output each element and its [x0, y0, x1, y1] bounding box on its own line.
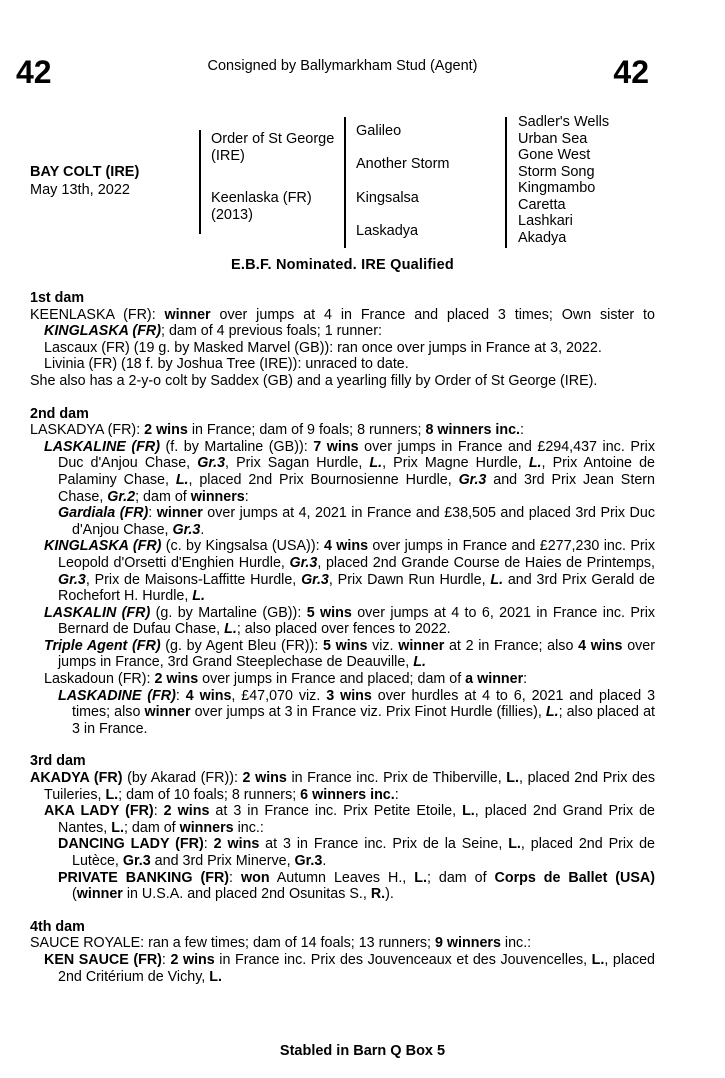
pedigree-entry [30, 422, 655, 439]
pedigree-entry [44, 340, 655, 357]
entry-emphasis: Gr.3 [58, 571, 86, 588]
pedigree-entry [44, 356, 655, 373]
entry-emphasis: R. [370, 886, 386, 903]
entry-emphasis: 2 wins [213, 836, 260, 853]
pedigree-gen3-list [518, 114, 609, 246]
section-gap [30, 737, 655, 753]
entry-text: , placed 2nd Grande Course de Haies de Printemps, [317, 554, 656, 571]
pedigree-gen3-1: Urban Sea [518, 130, 588, 147]
pedigree-gen3-2: Gone West [518, 147, 591, 163]
entry-text: ( [72, 886, 77, 903]
entry-emphasis: AKADYA (FR) [30, 770, 123, 787]
pedigree-bracket-1 [199, 130, 201, 234]
entry-text: in France; dam of 9 foals; 8 runners; [187, 422, 426, 439]
entry-emphasis: Gr.3 [301, 571, 329, 588]
lot-number-left: 42 [16, 54, 52, 90]
entry-emphasis: LASKALINE (FR) [44, 438, 160, 455]
pedigree-gen3-6: Lashkari [518, 213, 573, 229]
entry-text: , placed 2nd Prix de Lutèce, [72, 836, 655, 869]
entry-text: , Prix Sagan Hurdle, [225, 455, 370, 472]
entry-emphasis: 8 winners inc. [425, 422, 521, 439]
entry-text: inc.: [500, 935, 532, 952]
entry-emphasis: 5 wins [322, 637, 368, 654]
lot-number-right: 42 [613, 54, 649, 90]
entry-text: in France inc. Prix des Jouvenceaux et des Jouvencelles, [214, 951, 592, 968]
catalogue-body [30, 290, 655, 985]
entry-text: : [523, 671, 528, 688]
entry-emphasis: 9 winners [435, 935, 501, 952]
entry-text: over jumps in France and £294,437 inc. Prix Duc d'Anjou Chase, [58, 438, 655, 472]
entry-emphasis: winner [156, 505, 203, 522]
entry-text: SAUCE ROYALE: ran a few times; dam of 14 foals; 13 runners; [30, 935, 435, 952]
pedigree-bracket-2 [344, 117, 346, 248]
pedigree-gen2-1: Another Storm [356, 156, 450, 172]
entry-emphasis: 4 wins [185, 687, 232, 704]
entry-emphasis: 2 wins [154, 671, 199, 688]
entry-text: : [161, 951, 171, 968]
ebf-qualification: E.B.F. Nominated. IRE Qualified [231, 257, 454, 273]
pedigree-dam: Keenlaska (FR) (2013) [211, 190, 312, 223]
entry-text: , Prix Magne Hurdle, [382, 455, 529, 472]
entry-text: , placed 2nd Prix Bournosienne Hurdle, [188, 471, 459, 488]
entry-text: , placed 2nd Critérium de Vichy, [58, 951, 655, 985]
entry-emphasis: L. [508, 836, 521, 853]
entry-emphasis: 3 wins [326, 687, 372, 704]
entry-text: , placed 2nd Grand Prix de Nantes, [58, 803, 655, 836]
entry-emphasis: winner [398, 637, 445, 654]
pedigree-entry [30, 770, 655, 803]
entry-text: , Prix Dawn Run Hurdle, [328, 571, 491, 588]
section-heading: 4th dam [30, 918, 85, 935]
entry-emphasis: winners [190, 488, 245, 505]
entry-text: inc.: [233, 819, 264, 836]
pedigree-entry [58, 688, 655, 738]
entry-text: over jumps in France and £277,230 inc. Prix Leopold d'Orsetti d'Enghien Hurdle, [58, 538, 655, 571]
entry-text: over jumps in France and placed; dam of [198, 671, 466, 688]
entry-emphasis: KINGLASKA (FR) [44, 538, 162, 555]
entry-text: at 2 in France; also [444, 637, 579, 654]
pedigree-gen3-5: Caretta [518, 196, 566, 213]
entry-emphasis: L. [414, 869, 427, 886]
entry-text: Lascaux (FR) (19 g. by Masked Marvel (GB)): ran once over jumps in France at 3, 2022. [44, 339, 602, 356]
stabling-note: Stabled in Barn Q Box 5 [279, 1043, 446, 1059]
entry-emphasis: winner [144, 704, 191, 721]
entry-text: over jumps in France, 3rd Grand Steeplechase de Deauville, [58, 637, 656, 671]
entry-text: over jumps at 3 in France viz. Prix Finot Hurdle (fillies), [190, 704, 546, 721]
entry-text: (g. by Agent Bleu (FR)): [160, 637, 323, 654]
entry-text: Laskadoun (FR): [44, 671, 155, 688]
section-heading: 2nd dam [30, 405, 89, 422]
pedigree-entry [44, 605, 655, 638]
pedigree-entry [44, 439, 655, 505]
pedigree-gen2-3: Laskadya [356, 223, 419, 239]
entry-text: ; also placed over fences to 2022. [236, 621, 451, 638]
entry-emphasis: Gr.3 [122, 853, 151, 869]
entry-emphasis: winner [164, 306, 211, 323]
entry-text: : [203, 836, 214, 853]
pedigree-entry [30, 373, 655, 390]
entry-emphasis: L. [369, 455, 383, 472]
entry-emphasis: Gr.3 [172, 521, 201, 538]
entry-text: ). [385, 886, 394, 903]
entry-text: KEENLASKA (FR): [30, 306, 165, 323]
section-heading: 3rd dam [30, 753, 86, 770]
entry-text: (c. by Kingsalsa (USA)): [161, 538, 324, 555]
entry-text: : [175, 687, 186, 704]
pedigree-gen3-0: Sadler's Wells [518, 114, 610, 130]
pedigree-entry [44, 538, 655, 604]
entry-emphasis: 2 wins [163, 803, 210, 820]
entry-text: over jumps at 4 in France and placed 3 times; Own sister to [210, 306, 655, 323]
entry-emphasis: 2 wins [242, 770, 287, 787]
entry-emphasis: 4 wins [578, 637, 623, 654]
section-gap [30, 390, 655, 406]
entry-text: Autumn Leaves H., [269, 869, 415, 886]
entry-text: . [200, 521, 205, 538]
entry-emphasis: L. [528, 455, 542, 472]
horse-name: BAY COLT (IRE) [30, 164, 140, 180]
entry-text: : [244, 488, 249, 505]
entry-text: (f. by Martaline (GB)): [159, 438, 314, 455]
entry-emphasis: a winner [465, 671, 524, 688]
pedigree-gen3-3: Storm Song [518, 163, 595, 180]
entry-text: and 3rd Prix Jean Stern Chase, [58, 471, 655, 505]
entry-text: ; dam of [426, 869, 495, 886]
entry-text: ; dam of [135, 488, 191, 505]
entry-text: : [148, 505, 157, 522]
entry-emphasis: AKA LADY (FR) [44, 803, 154, 820]
pedigree-gen3-4: Kingmambo [518, 180, 596, 196]
entry-emphasis: KINGLASKA (FR) [44, 323, 162, 340]
entry-emphasis: won [240, 869, 270, 886]
entry-text: (by Akarad (FR)): [122, 770, 243, 787]
entry-text: ; dam of 4 previous foals; 1 runner: [161, 323, 382, 340]
entry-emphasis: L. [490, 571, 504, 588]
pedigree-entry [44, 671, 655, 688]
pedigree-entry [58, 870, 655, 903]
entry-emphasis: PRIVATE BANKING (FR) [58, 869, 230, 886]
entry-emphasis: L. [111, 819, 124, 836]
entry-text: , Prix de Maisons-Laffitte Hurdle, [85, 571, 302, 588]
entry-emphasis: 4 wins [323, 538, 369, 555]
entry-text: : [153, 803, 164, 820]
entry-emphasis: L. [413, 654, 426, 671]
entry-emphasis: LASKALIN (FR) [44, 604, 151, 621]
entry-text: , placed 2nd Prix des Tuileries, [44, 770, 655, 803]
entry-emphasis: DANCING LADY (FR) [58, 836, 204, 853]
entry-emphasis: LASKADINE (FR) [58, 687, 176, 704]
entry-emphasis: L. [192, 588, 206, 605]
entry-text: viz. [367, 637, 399, 654]
entry-text: Livinia (FR) (18 f. by Joshua Tree (IRE)): unraced to date. [44, 356, 409, 373]
entry-emphasis: Gr.2 [107, 488, 136, 505]
entry-emphasis: winner [76, 886, 123, 903]
entry-text: : [520, 422, 524, 439]
pedigree-entry [44, 803, 655, 836]
pedigree-entry [30, 935, 655, 952]
entry-emphasis: L. [105, 786, 119, 803]
pedigree-entry [30, 307, 655, 340]
pedigree-gen3-7: Akadya [518, 229, 567, 246]
entry-text: over hurdles at 4 to 6, 2021 and placed 3 times; also [72, 687, 656, 721]
entry-emphasis: 5 wins [306, 604, 352, 621]
entry-emphasis: Corps de Ballet (USA) [494, 869, 655, 886]
entry-text: : [229, 869, 241, 886]
entry-emphasis: 6 winners inc. [300, 786, 395, 803]
entry-emphasis: Gr.3 [458, 471, 487, 488]
entry-emphasis: Gr.3 [294, 853, 323, 869]
entry-text: in France inc. Prix de Thiberville, [286, 770, 507, 787]
entry-text: over jumps at 4, 2021 in France and £38,505 and placed 3rd Prix Duc d'Anjou Chase, [72, 505, 655, 538]
entry-emphasis: winners [179, 819, 234, 836]
entry-emphasis: 7 wins [313, 438, 359, 455]
entry-emphasis: L. [209, 968, 222, 985]
entry-text: at 3 in France inc. Prix de la Seine, [259, 836, 509, 853]
entry-text: at 3 in France inc. Prix Petite Etoile, [209, 803, 463, 820]
entry-text: , £47,070 viz. [231, 687, 327, 704]
entry-text: ; dam of 10 foals; 8 runners; [118, 786, 301, 803]
horse-dob: May 13th, 2022 [30, 182, 130, 198]
entry-emphasis: Gr.3 [289, 554, 318, 571]
pedigree-sire: Order of St George (IRE) [211, 131, 335, 164]
entry-emphasis: Triple Agent (FR) [44, 637, 161, 654]
pedigree-bracket-3 [505, 117, 507, 248]
entry-emphasis: Gr.3 [197, 455, 226, 472]
entry-emphasis: KEN SAUCE (FR) [44, 951, 162, 968]
entry-emphasis: L. [462, 803, 475, 820]
pedigree-entry [44, 638, 655, 671]
section-heading: 1st dam [30, 290, 85, 306]
pedigree-entry [58, 836, 655, 869]
entry-emphasis: 2 wins [144, 422, 188, 439]
pedigree-gen2-0: Galileo [356, 123, 402, 139]
pedigree-entry [58, 505, 655, 538]
entry-text: ; also placed at 3 in France. [72, 704, 655, 737]
pedigree-gen2-2: Kingsalsa [356, 190, 419, 206]
entry-emphasis: L. [506, 770, 519, 787]
entry-text: : [394, 786, 399, 803]
entry-text: , Prix Antoine de Palaminy Chase, [58, 455, 655, 488]
pedigree-entry [44, 952, 655, 985]
entry-emphasis: L. [175, 471, 189, 488]
entry-emphasis: Gardiala (FR) [58, 505, 149, 522]
entry-text: ; dam of [123, 819, 180, 836]
section-gap [30, 903, 655, 919]
entry-text: She also has a 2-y-o colt by Saddex (GB) and a yearling filly by Order of St George (IRE). [30, 372, 598, 389]
entry-emphasis: L. [224, 621, 237, 638]
entry-emphasis: 2 wins [170, 951, 215, 968]
entry-text: in U.S.A. and placed 2nd Osunitas S., [122, 886, 371, 903]
entry-text: and 3rd Prix Gerald de Rochefort H. Hurdle, [58, 571, 655, 605]
entry-text: and 3rd Prix Minerve, [150, 853, 295, 869]
consignor-line: Consigned by Ballymarkham Stud (Agent) [207, 58, 478, 74]
entry-text: LASKADYA (FR): [30, 422, 145, 439]
entry-emphasis: L. [545, 704, 559, 721]
entry-text: . [322, 853, 327, 869]
entry-emphasis: L. [591, 951, 605, 968]
entry-text: over jumps at 4 to 6, 2021 in France inc. Prix Bernard de Dufau Chase, [58, 604, 656, 638]
entry-text: (g. by Martaline (GB)): [150, 604, 307, 621]
